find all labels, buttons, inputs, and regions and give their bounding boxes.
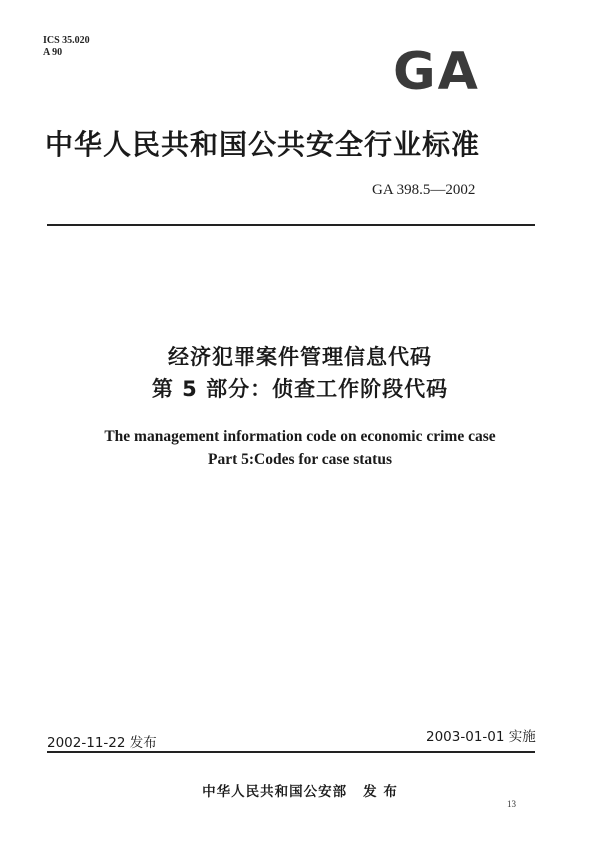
chinese-title-line-1: 经济犯罪案件管理信息代码 xyxy=(168,345,432,369)
publisher-line xyxy=(0,780,600,800)
ga-logo: GA xyxy=(393,42,480,102)
ccs-code: A 90 xyxy=(43,47,63,58)
ics-code: ICS 35.020 xyxy=(43,35,90,46)
english-title-line-1: The management information code on economic crime case xyxy=(104,428,496,445)
page-number: 13 xyxy=(507,799,516,809)
issue-date: 2002-11-22 发布 xyxy=(47,735,157,751)
bottom-divider xyxy=(47,751,535,753)
publisher-action: 发 布 xyxy=(363,784,398,800)
publisher-name: 中华人民共和国公安部 xyxy=(202,784,348,800)
english-title-line-2: Part 5:Codes for case status xyxy=(208,451,392,468)
standard-number: GA 398.5—2002 xyxy=(372,182,476,198)
top-divider xyxy=(47,224,535,226)
classification-codes xyxy=(43,35,90,59)
chinese-title-line-2: 第 5 部分：侦查工作阶段代码 xyxy=(151,377,449,401)
implementation-date: 2003-01-01 实施 xyxy=(426,729,536,745)
standard-type-title: 中华人民共和国公共安全行业标准 xyxy=(45,128,481,161)
